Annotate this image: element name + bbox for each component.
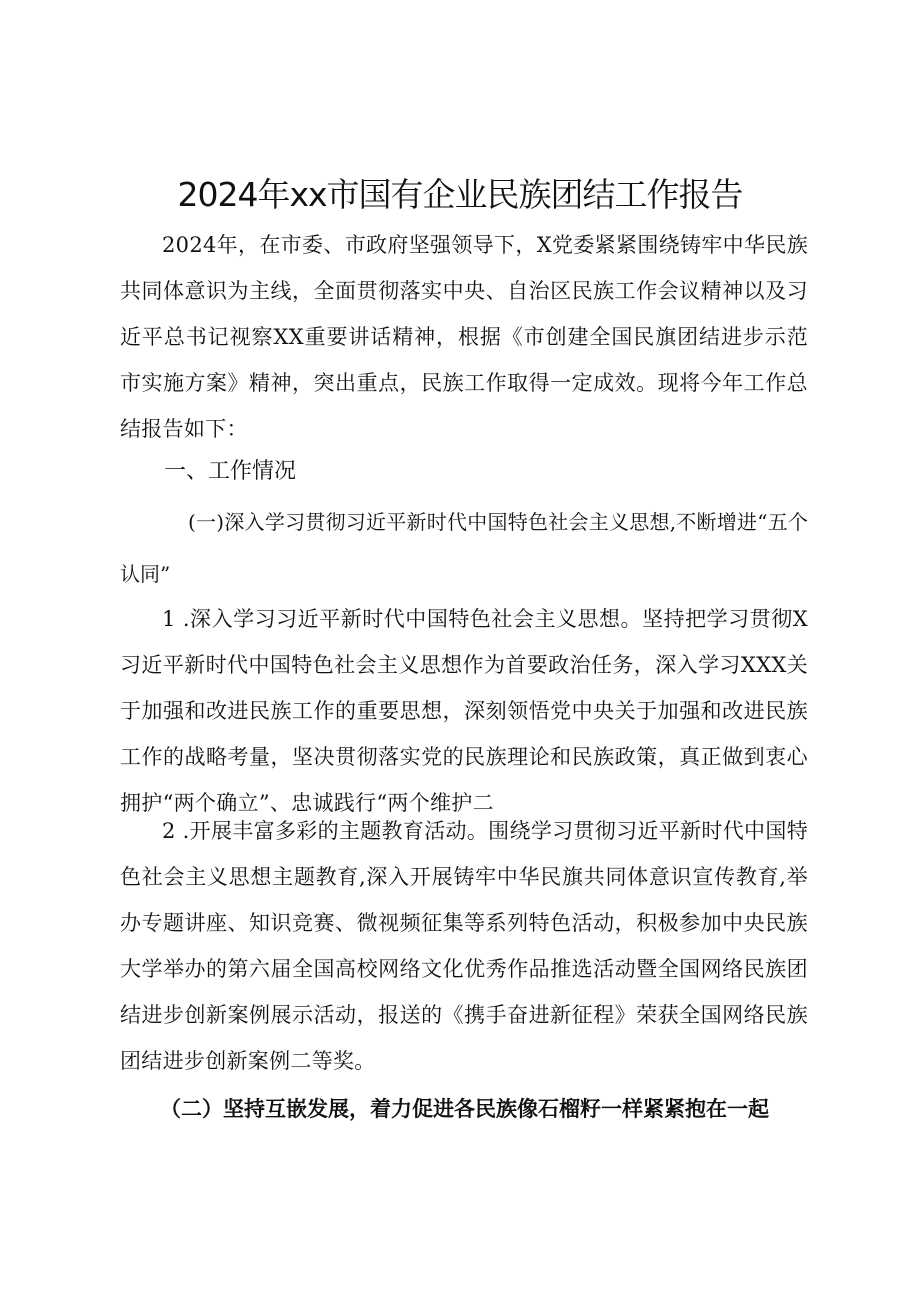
intro-paragraph: 2024年，在市委、市政府坚强领导下，X党委紧紧围绕铸牢中华民族共同体意识为主线，全面贯彻落实中央、自治区民族工作会议精神以及习近平总书记视察XX重要讲话精神，根据《市创建全国民旗团结进步示范市实施方案》精神，突出重点，民族工作取得一定成效。现将今年工作总结报告如下：: [120, 233, 808, 441]
section-heading-work-status: 一、工作情况: [164, 459, 297, 484]
item-paragraph-2: 2 .开展丰富多彩的主题教育活动。围绕学习贯彻习近平新时代中国特色社会主义思想主题教育,深入开展铸牢中华民旗共同体意识宣传教育,举办专题讲座、知识竞赛、微视频征集等系列特色活动，积极参加中央民族大学举办的第六届全国高校网络文化优秀作品推选活动暨全国网络民族团结进步创新案例展示活动，报送的《携手奋进新征程》荣获全国网络民族团结进步创新案例二等奖。: [120, 819, 808, 1073]
subsection-heading-2: （二）坚持互嵌发展，着力促进各民族像石榴籽一样紧紧抱在一起: [160, 1096, 769, 1121]
subsection-heading-1: (一)深入学习贯彻习近平新时代中国特色社会主义思想,不断增进“五个认同”: [120, 510, 808, 586]
document-title: 2024年xx市国有企业民族团结工作报告: [177, 175, 743, 214]
item-paragraph-1: 1 .深入学习习近平新时代中国特色社会主义思想。坚持把学习贯彻X习近平新时代中国特色社会主义思想作为首要政治任务，深入学习XXX关于加强和改进民族工作的重要思想，深刻领悟党中央关于加强和改进民族工作的战略考量，坚决贯彻落实党的民族理论和民族政策，真正做到衷心拥护“两个确立”、忠诚践行“两个维护二: [120, 607, 808, 815]
